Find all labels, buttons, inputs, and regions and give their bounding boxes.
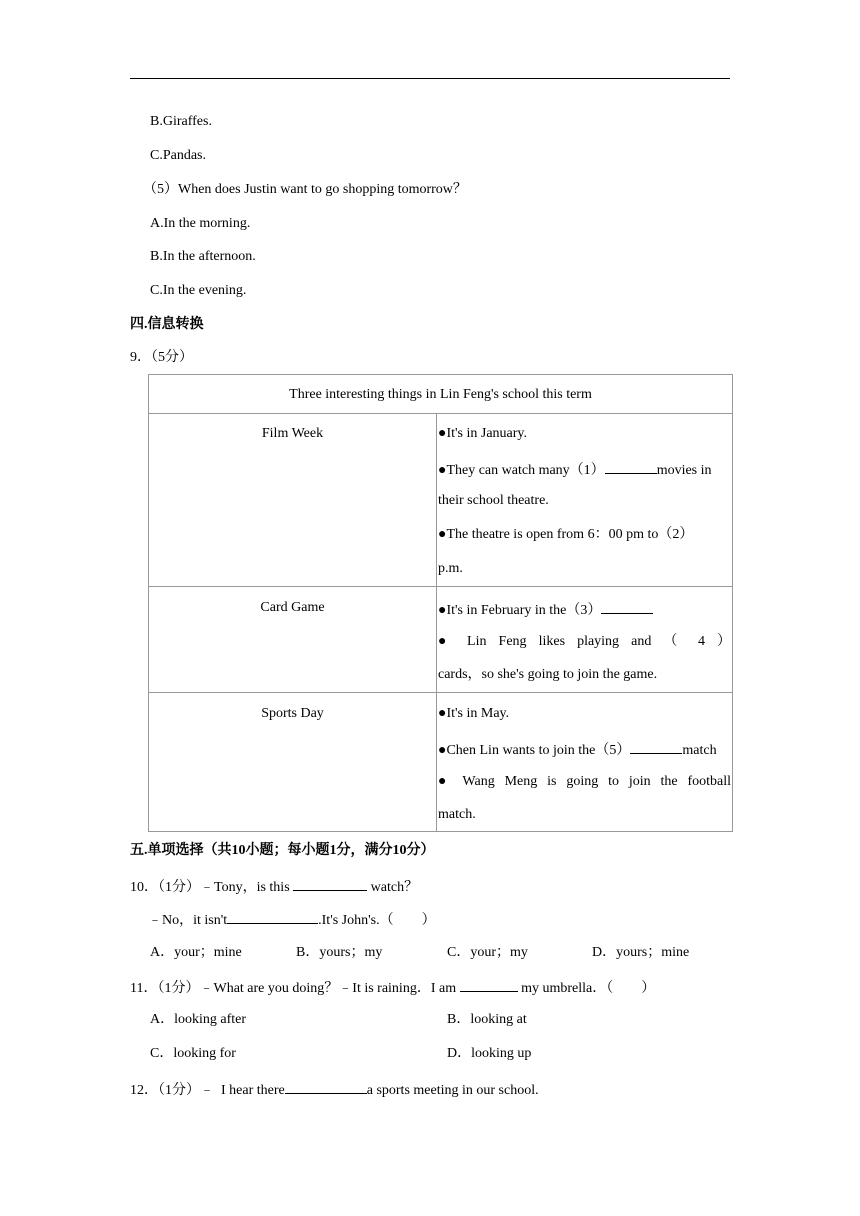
q8-sub5-option-a: A.In the morning.	[150, 216, 251, 231]
table-cell-line: ●It's in January.	[438, 426, 527, 441]
table-cell-line: ●It's in May.	[438, 706, 510, 721]
table-rule	[149, 692, 732, 693]
q11-option-c: C．looking for	[150, 1046, 236, 1061]
answer-blank	[601, 599, 653, 614]
q10-stem-line2: ﹣No，it isn't .It's John's.（ ）	[148, 909, 436, 930]
table-cell-line: ●They can watch many（1） movies in	[438, 459, 712, 480]
q8-sub5-option-b: B.In the afternoon.	[150, 249, 256, 264]
answer-blank	[630, 739, 682, 754]
section4-title: 四.信息转换	[130, 317, 204, 332]
table-cell-line: ●The theatre is open from 6：00 pm to（2）	[438, 527, 694, 542]
section5-title: 五.单项选择（共10小题；每小题1分，满分10分）	[130, 843, 435, 858]
q11-stem: 11．（1分）﹣What are you doing？﹣It is raining．I am my umbrella．（ ）	[130, 977, 655, 998]
table-cell-line: p.m.	[438, 561, 463, 576]
answer-blank	[293, 876, 367, 891]
answer-blank	[460, 977, 518, 992]
answer-blank	[605, 459, 657, 474]
table-cell-line: match.	[438, 807, 476, 822]
q8-sub5-stem: （5）When does Justin want to go shopping tomorrow？	[143, 182, 467, 197]
q10-option-a: A．your；mine	[150, 945, 242, 960]
answer-blank	[227, 909, 318, 924]
table-title: Three interesting things in Lin Feng's school this term	[289, 387, 592, 402]
table-column-divider	[436, 413, 437, 832]
table-cell-line: their school theatre.	[438, 493, 549, 508]
q9-label: 9．（5分）	[130, 350, 193, 365]
q8-sub5-option-c: C.In the evening.	[150, 283, 247, 298]
q8-option-b: B.Giraffes.	[150, 114, 212, 129]
table-cell-line: ● Wang Meng is going to join the football	[438, 774, 731, 789]
info-table	[148, 374, 733, 832]
q11-option-d: D．looking up	[447, 1046, 532, 1061]
table-row-name: Card Game	[260, 600, 325, 615]
table-row-name: Film Week	[261, 426, 324, 441]
q11-option-a: A．looking after	[150, 1012, 247, 1027]
table-row-name: Sports Day	[261, 706, 324, 721]
q11-option-b: B．looking at	[447, 1012, 527, 1027]
table-cell-line: ●It's in February in the（3）	[438, 599, 653, 620]
table-rule	[149, 586, 732, 587]
table-cell-line: ● Lin Feng likes playing and （ 4 ）	[438, 634, 731, 649]
q10-stem: 10．（1分）﹣Tony，is this watch？	[130, 876, 418, 897]
q12-stem: 12．（1分）﹣ I hear there a sports meeting in our school.	[130, 1079, 539, 1100]
q10-option-b: B．yours；my	[296, 945, 383, 960]
q10-option-d: D．yours；mine	[592, 945, 690, 960]
answer-blank	[285, 1079, 367, 1094]
q8-option-c: C.Pandas.	[150, 148, 206, 163]
q10-option-c: C．your；my	[447, 945, 528, 960]
page-header-rule	[130, 78, 730, 79]
table-rule	[149, 413, 732, 414]
table-cell-line: ●Chen Lin wants to join the（5） match	[438, 739, 717, 760]
table-cell-line: cards，so she's going to join the game.	[438, 667, 658, 682]
